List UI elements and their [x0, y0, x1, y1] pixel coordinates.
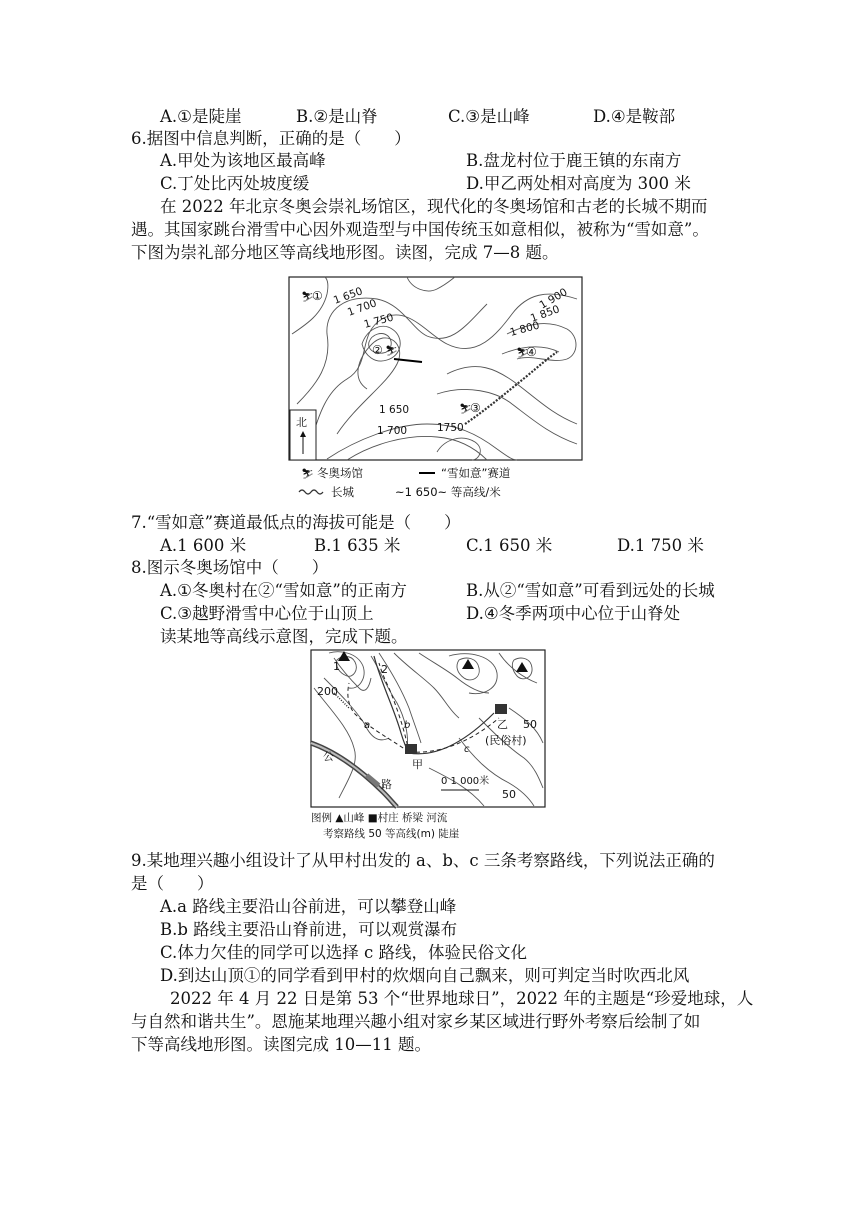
- route-a-label: a: [364, 720, 371, 731]
- village-jia-label: 甲: [412, 758, 423, 771]
- venue-icon: ⛷: [385, 346, 398, 357]
- road-label-2: 路: [381, 778, 392, 791]
- q5-option-c: C.③是山峰: [448, 107, 530, 126]
- venue-icon: ⛷: [459, 404, 472, 415]
- q7-stem: 7.“雪如意”赛道最低点的海拔可能是（ ）: [131, 513, 461, 532]
- contour-label: 1 650: [331, 285, 365, 307]
- q8-option-a: A.①冬奥村在②“雪如意”的正南方: [160, 581, 407, 600]
- peak-1-label: 1: [333, 660, 340, 673]
- peak-2-label: 2: [381, 663, 388, 676]
- scale-label: 0 1 000米: [441, 776, 490, 787]
- contour-label: 1 650: [379, 404, 410, 416]
- village-yi-icon: [495, 704, 507, 714]
- contour-label: 1 700: [377, 425, 408, 437]
- contour-200-label: 200: [317, 685, 338, 698]
- intro1-line3: 下图为崇礼部分地区等高线地形图。读图，完成 7—8 题。: [131, 243, 559, 262]
- folk-village-label: (民俗村): [485, 734, 527, 747]
- contour-label: 1 850: [528, 303, 562, 325]
- contour-label: 1 900: [537, 286, 570, 312]
- q7-option-d: D.1 750 米: [617, 536, 704, 555]
- venue-icon: ⛷: [301, 292, 314, 303]
- q9-stem-line2: 是（ ）: [131, 874, 214, 893]
- q7-option-c: C.1 650 米: [466, 536, 553, 555]
- q9-option-a: A.a 路线主要沿山谷前进，可以攀登山峰: [160, 897, 457, 916]
- legend-row-2: 考察路线 50 等高线(m) 陡崖: [323, 828, 460, 840]
- legend-track: “雪如意”赛道: [441, 466, 511, 480]
- q6-option-a: A.甲处为该地区最高峰: [160, 151, 326, 170]
- route-b-label: b: [404, 720, 411, 731]
- contour-50-label: 50: [523, 718, 537, 731]
- chongli-contour-map: [287, 274, 585, 500]
- q5-option-b: B.②是山脊: [296, 107, 378, 126]
- q5-option-a: A.①是陡崖: [160, 107, 242, 126]
- q8-option-c: C.③越野滑雪中心位于山顶上: [160, 604, 374, 623]
- village-yi-label: 乙: [497, 718, 508, 731]
- q7-option-b: B.1 635 米: [314, 536, 401, 555]
- q6-option-c: C.丁处比丙处坡度缓: [160, 174, 310, 193]
- q8-option-b: B.从②“雪如意”可看到远处的长城: [466, 581, 715, 600]
- q7-option-a: A.1 600 米: [160, 536, 247, 555]
- intro1-line2: 遇。其国家跳台滑雪中心因外观造型与中国传统玉如意相似，被称为“雪如意”。: [131, 220, 709, 239]
- venue-marker-4: ④: [526, 345, 537, 359]
- venue-icon: ⛷: [516, 348, 529, 359]
- q9-option-b: B.b 路线主要沿山脊前进，可以观赏瀑布: [160, 920, 458, 939]
- intro1-line1: 在 2022 年北京冬奥会崇礼场馆区，现代化的冬奥场馆和古老的长城不期而: [160, 197, 708, 216]
- venue-marker-2: ②: [372, 343, 383, 357]
- q6-option-b: B.盘龙村位于鹿王镇的东南方: [466, 151, 682, 170]
- contour-50-label: 50: [502, 788, 516, 801]
- venue-marker-1: ①: [312, 289, 323, 303]
- contour-label: 1 700: [345, 297, 379, 319]
- contour-label: 1 750: [362, 311, 395, 331]
- q5-option-d: D.④是鞍部: [593, 107, 676, 126]
- legend-venue: 冬奥场馆: [317, 466, 363, 480]
- route-c-label: c: [464, 744, 470, 755]
- contour-label: 1750: [437, 422, 464, 434]
- village-jia-icon: [405, 744, 417, 754]
- intro2: 读某地等高线示意图，完成下题。: [160, 627, 408, 646]
- q9-option-d: D.到达山顶①的同学看到甲村的炊烟向自己飘来，则可判定当时吹西北风: [160, 966, 690, 985]
- q9-option-c: C.体力欠佳的同学可以选择 c 路线，体验民俗文化: [160, 943, 528, 962]
- contour-label: 1 800: [508, 319, 541, 339]
- q9-stem-line1: 9.某地理兴趣小组设计了从甲村出发的 a、b、c 三条考察路线，下列说法正确的: [131, 851, 715, 870]
- road-label-1: 公: [323, 750, 334, 763]
- q6-stem: 6.据图中信息判断，正确的是（ ）: [131, 129, 411, 148]
- venue-marker-3: ③: [470, 401, 481, 415]
- legend-contour: ~1 650~ 等高线/米: [395, 485, 501, 499]
- intro3-line2: 与自然和谐共生”。恩施某地理兴趣小组对家乡某区域进行野外考察后绘制了如: [131, 1012, 701, 1031]
- intro3-line3: 下等高线地形图。读图完成 10—11 题。: [131, 1035, 431, 1054]
- intro3-line1: 2022 年 4 月 22 日是第 53 个“世界地球日”，2022 年的主题是“珍爱地球，人: [170, 989, 754, 1008]
- q6-option-d: D.甲乙两处相对高度为 300 米: [466, 174, 691, 193]
- north-label: 北: [296, 416, 307, 429]
- q8-stem: 8.图示冬奥场馆中（ ）: [131, 558, 329, 577]
- q8-option-d: D.④冬季两项中心位于山脊处: [466, 604, 681, 623]
- village-contour-map: [309, 648, 547, 842]
- legend-venue-icon: ⛷: [301, 469, 314, 480]
- legend-wall: 长城: [331, 485, 354, 499]
- legend-wall-icon: [299, 490, 323, 494]
- legend-row-1: 图例 ▲山峰 ■村庄 桥梁 河流: [311, 812, 448, 824]
